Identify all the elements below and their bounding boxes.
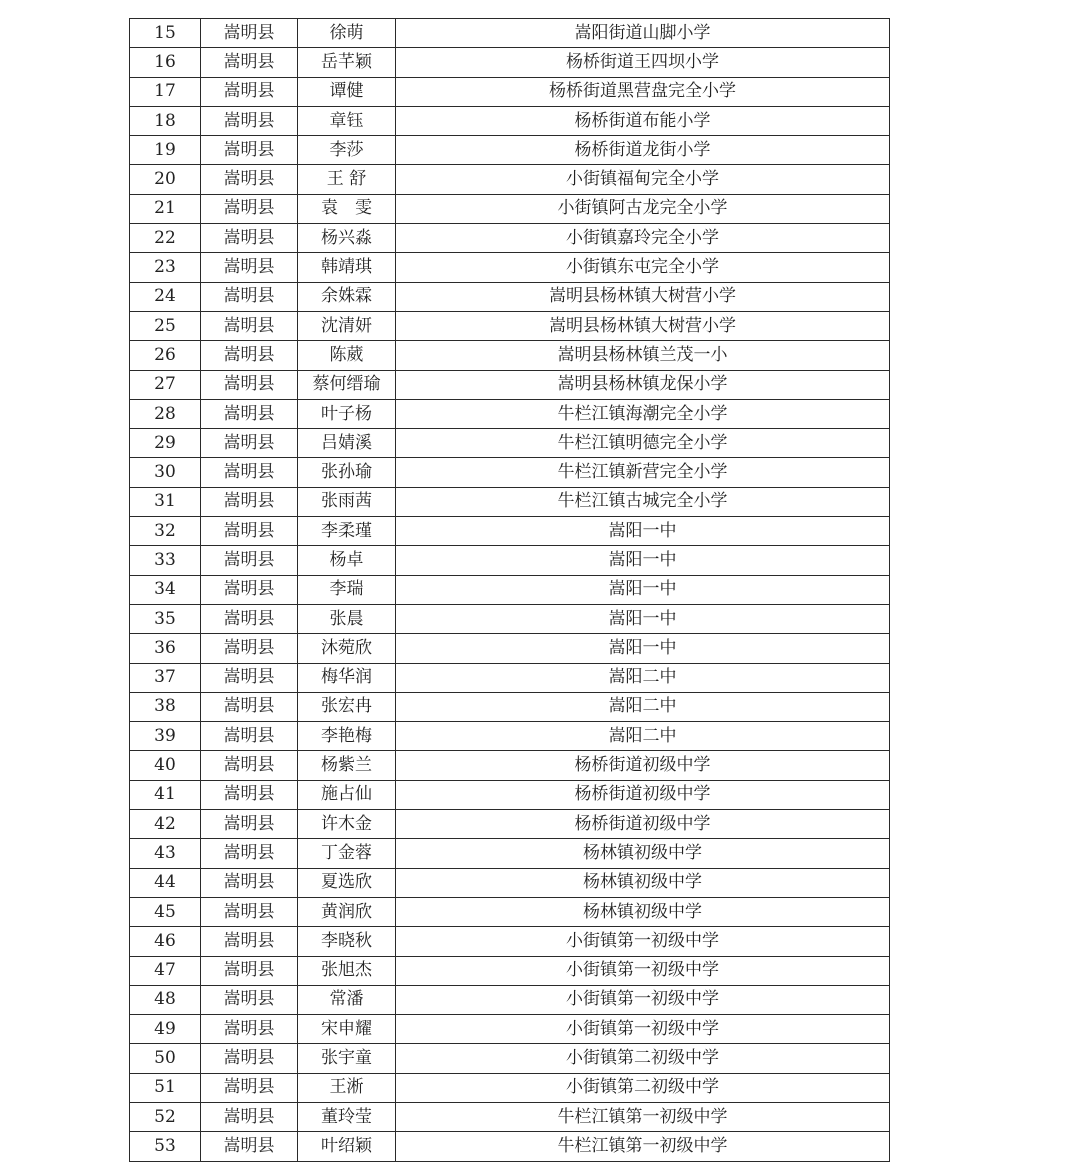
county-cell: 嵩明县 <box>201 458 298 487</box>
row-number-cell: 17 <box>130 77 201 106</box>
school-cell: 杨桥街道龙街小学 <box>396 136 890 165</box>
table-row <box>130 1102 890 1131</box>
table-row <box>130 77 890 106</box>
name-cell: 董玲莹 <box>298 1102 396 1131</box>
school-cell: 杨桥街道初级中学 <box>396 780 890 809</box>
table-row <box>130 194 890 223</box>
name-cell: 黄润欣 <box>298 897 396 926</box>
name-cell: 杨兴淼 <box>298 224 396 253</box>
school-cell: 嵩阳街道山脚小学 <box>396 19 890 48</box>
name-cell: 杨紫兰 <box>298 751 396 780</box>
name-cell: 吕婧溪 <box>298 429 396 458</box>
county-cell: 嵩明县 <box>201 341 298 370</box>
table-row <box>130 692 890 721</box>
name-cell: 岳芊颖 <box>298 48 396 77</box>
row-number-cell: 39 <box>130 722 201 751</box>
table-row <box>130 311 890 340</box>
roster-table-container <box>129 18 889 1162</box>
school-cell: 牛栏江镇第一初级中学 <box>396 1102 890 1131</box>
name-cell: 张宇童 <box>298 1044 396 1073</box>
county-cell: 嵩明县 <box>201 751 298 780</box>
county-cell: 嵩明县 <box>201 311 298 340</box>
row-number-cell: 52 <box>130 1102 201 1131</box>
name-cell: 谭健 <box>298 77 396 106</box>
table-row <box>130 546 890 575</box>
name-cell: 张宏冉 <box>298 692 396 721</box>
county-cell: 嵩明县 <box>201 546 298 575</box>
school-cell: 牛栏江镇第一初级中学 <box>396 1132 890 1161</box>
county-cell: 嵩明县 <box>201 165 298 194</box>
row-number-cell: 29 <box>130 429 201 458</box>
table-row <box>130 751 890 780</box>
table-row <box>130 253 890 282</box>
name-cell: 李瑞 <box>298 575 396 604</box>
row-number-cell: 23 <box>130 253 201 282</box>
name-cell: 宋申耀 <box>298 1015 396 1044</box>
name-cell: 梅华润 <box>298 663 396 692</box>
row-number-cell: 37 <box>130 663 201 692</box>
name-cell: 沐菀欣 <box>298 634 396 663</box>
table-row <box>130 604 890 633</box>
school-cell: 杨桥街道王四坝小学 <box>396 48 890 77</box>
county-cell: 嵩明县 <box>201 927 298 956</box>
county-cell: 嵩明县 <box>201 956 298 985</box>
row-number-cell: 40 <box>130 751 201 780</box>
county-cell: 嵩明县 <box>201 810 298 839</box>
table-row <box>130 634 890 663</box>
table-row <box>130 780 890 809</box>
county-cell: 嵩明县 <box>201 839 298 868</box>
row-number-cell: 28 <box>130 399 201 428</box>
school-cell: 嵩阳一中 <box>396 604 890 633</box>
table-row <box>130 927 890 956</box>
row-number-cell: 48 <box>130 985 201 1014</box>
table-row <box>130 282 890 311</box>
row-number-cell: 41 <box>130 780 201 809</box>
row-number-cell: 46 <box>130 927 201 956</box>
school-cell: 嵩阳一中 <box>396 634 890 663</box>
table-row <box>130 868 890 897</box>
name-cell: 张晨 <box>298 604 396 633</box>
table-row <box>130 839 890 868</box>
table-row <box>130 165 890 194</box>
row-number-cell: 45 <box>130 897 201 926</box>
county-cell: 嵩明县 <box>201 1102 298 1131</box>
table-row <box>130 429 890 458</box>
name-cell: 沈清妍 <box>298 311 396 340</box>
school-cell: 牛栏江镇明德完全小学 <box>396 429 890 458</box>
school-cell: 牛栏江镇新营完全小学 <box>396 458 890 487</box>
name-cell: 李莎 <box>298 136 396 165</box>
school-cell: 小街镇东屯完全小学 <box>396 253 890 282</box>
county-cell: 嵩明县 <box>201 77 298 106</box>
name-cell: 许木金 <box>298 810 396 839</box>
row-number-cell: 30 <box>130 458 201 487</box>
county-cell: 嵩明县 <box>201 780 298 809</box>
school-cell: 嵩阳一中 <box>396 546 890 575</box>
county-cell: 嵩明县 <box>201 1073 298 1102</box>
county-cell: 嵩明县 <box>201 429 298 458</box>
name-cell: 李柔瑾 <box>298 517 396 546</box>
row-number-cell: 26 <box>130 341 201 370</box>
name-cell: 杨卓 <box>298 546 396 575</box>
table-row <box>130 487 890 516</box>
county-cell: 嵩明县 <box>201 1015 298 1044</box>
row-number-cell: 38 <box>130 692 201 721</box>
school-cell: 嵩阳二中 <box>396 663 890 692</box>
school-cell: 杨林镇初级中学 <box>396 897 890 926</box>
name-cell: 张旭杰 <box>298 956 396 985</box>
school-cell: 牛栏江镇海潮完全小学 <box>396 399 890 428</box>
school-cell: 嵩阳一中 <box>396 517 890 546</box>
county-cell: 嵩明县 <box>201 224 298 253</box>
name-cell: 陈葳 <box>298 341 396 370</box>
school-cell: 小街镇第一初级中学 <box>396 1015 890 1044</box>
county-cell: 嵩明县 <box>201 634 298 663</box>
school-cell: 牛栏江镇古城完全小学 <box>396 487 890 516</box>
table-row <box>130 48 890 77</box>
county-cell: 嵩明县 <box>201 722 298 751</box>
school-cell: 小街镇第一初级中学 <box>396 927 890 956</box>
row-number-cell: 32 <box>130 517 201 546</box>
school-cell: 小街镇第一初级中学 <box>396 985 890 1014</box>
name-cell: 徐萌 <box>298 19 396 48</box>
county-cell: 嵩明县 <box>201 868 298 897</box>
county-cell: 嵩明县 <box>201 692 298 721</box>
row-number-cell: 36 <box>130 634 201 663</box>
county-cell: 嵩明县 <box>201 1132 298 1161</box>
name-cell: 丁金蓉 <box>298 839 396 868</box>
school-cell: 杨林镇初级中学 <box>396 839 890 868</box>
county-cell: 嵩明县 <box>201 48 298 77</box>
name-cell: 叶绍颖 <box>298 1132 396 1161</box>
row-number-cell: 33 <box>130 546 201 575</box>
name-cell: 余姝霖 <box>298 282 396 311</box>
row-number-cell: 27 <box>130 370 201 399</box>
county-cell: 嵩明县 <box>201 487 298 516</box>
county-cell: 嵩明县 <box>201 517 298 546</box>
name-cell: 李晓秋 <box>298 927 396 956</box>
name-cell: 夏选欣 <box>298 868 396 897</box>
county-cell: 嵩明县 <box>201 370 298 399</box>
row-number-cell: 15 <box>130 19 201 48</box>
school-cell: 小街镇嘉玲完全小学 <box>396 224 890 253</box>
school-cell: 小街镇福甸完全小学 <box>396 165 890 194</box>
name-cell: 张孙瑜 <box>298 458 396 487</box>
school-cell: 杨桥街道初级中学 <box>396 810 890 839</box>
school-cell: 杨桥街道布能小学 <box>396 106 890 135</box>
county-cell: 嵩明县 <box>201 399 298 428</box>
county-cell: 嵩明县 <box>201 663 298 692</box>
name-cell: 张雨茜 <box>298 487 396 516</box>
row-number-cell: 22 <box>130 224 201 253</box>
school-cell: 嵩阳一中 <box>396 575 890 604</box>
row-number-cell: 44 <box>130 868 201 897</box>
table-row <box>130 1015 890 1044</box>
county-cell: 嵩明县 <box>201 897 298 926</box>
row-number-cell: 19 <box>130 136 201 165</box>
table-row <box>130 370 890 399</box>
county-cell: 嵩明县 <box>201 1044 298 1073</box>
row-number-cell: 35 <box>130 604 201 633</box>
school-cell: 嵩阳二中 <box>396 692 890 721</box>
table-row <box>130 985 890 1014</box>
name-cell: 章钰 <box>298 106 396 135</box>
table-row <box>130 458 890 487</box>
county-cell: 嵩明县 <box>201 253 298 282</box>
name-cell: 常潘 <box>298 985 396 1014</box>
name-cell: 李艳梅 <box>298 722 396 751</box>
school-cell: 嵩明县杨林镇大树营小学 <box>396 282 890 311</box>
row-number-cell: 51 <box>130 1073 201 1102</box>
name-cell: 袁 雯 <box>298 194 396 223</box>
row-number-cell: 20 <box>130 165 201 194</box>
name-cell: 蔡何缙瑜 <box>298 370 396 399</box>
row-number-cell: 24 <box>130 282 201 311</box>
name-cell: 施占仙 <box>298 780 396 809</box>
county-cell: 嵩明县 <box>201 604 298 633</box>
name-cell: 王 舒 <box>298 165 396 194</box>
table-row <box>130 722 890 751</box>
roster-table <box>129 18 890 1162</box>
table-row <box>130 341 890 370</box>
row-number-cell: 21 <box>130 194 201 223</box>
county-cell: 嵩明县 <box>201 194 298 223</box>
table-row <box>130 1132 890 1161</box>
row-number-cell: 47 <box>130 956 201 985</box>
row-number-cell: 53 <box>130 1132 201 1161</box>
school-cell: 小街镇第一初级中学 <box>396 956 890 985</box>
name-cell: 王淅 <box>298 1073 396 1102</box>
county-cell: 嵩明县 <box>201 106 298 135</box>
school-cell: 小街镇阿古龙完全小学 <box>396 194 890 223</box>
row-number-cell: 31 <box>130 487 201 516</box>
school-cell: 嵩明县杨林镇龙保小学 <box>396 370 890 399</box>
row-number-cell: 25 <box>130 311 201 340</box>
row-number-cell: 50 <box>130 1044 201 1073</box>
table-row <box>130 663 890 692</box>
school-cell: 杨林镇初级中学 <box>396 868 890 897</box>
county-cell: 嵩明县 <box>201 136 298 165</box>
school-cell: 嵩阳二中 <box>396 722 890 751</box>
row-number-cell: 49 <box>130 1015 201 1044</box>
row-number-cell: 16 <box>130 48 201 77</box>
row-number-cell: 42 <box>130 810 201 839</box>
table-row <box>130 897 890 926</box>
county-cell: 嵩明县 <box>201 282 298 311</box>
table-row <box>130 1073 890 1102</box>
row-number-cell: 43 <box>130 839 201 868</box>
school-cell: 小街镇第二初级中学 <box>396 1073 890 1102</box>
table-row <box>130 19 890 48</box>
school-cell: 嵩明县杨林镇兰茂一小 <box>396 341 890 370</box>
roster-table-body <box>130 19 890 1162</box>
county-cell: 嵩明县 <box>201 19 298 48</box>
table-row <box>130 224 890 253</box>
table-row <box>130 517 890 546</box>
table-row <box>130 1044 890 1073</box>
school-cell: 小街镇第二初级中学 <box>396 1044 890 1073</box>
table-row <box>130 956 890 985</box>
row-number-cell: 18 <box>130 106 201 135</box>
county-cell: 嵩明县 <box>201 575 298 604</box>
row-number-cell: 34 <box>130 575 201 604</box>
name-cell: 叶子杨 <box>298 399 396 428</box>
table-row <box>130 106 890 135</box>
county-cell: 嵩明县 <box>201 985 298 1014</box>
table-row <box>130 810 890 839</box>
table-row <box>130 136 890 165</box>
school-cell: 杨桥街道初级中学 <box>396 751 890 780</box>
name-cell: 韩靖琪 <box>298 253 396 282</box>
table-row <box>130 575 890 604</box>
school-cell: 杨桥街道黑营盘完全小学 <box>396 77 890 106</box>
table-row <box>130 399 890 428</box>
school-cell: 嵩明县杨林镇大树营小学 <box>396 311 890 340</box>
